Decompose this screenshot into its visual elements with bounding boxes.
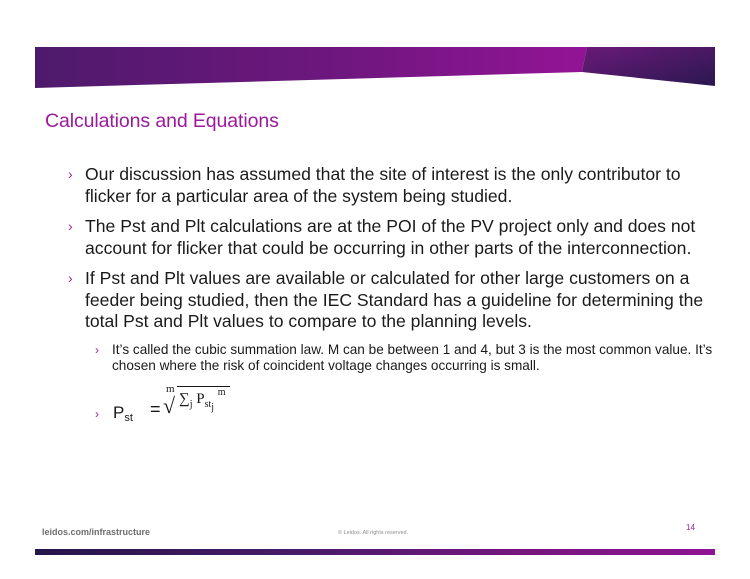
formula-radicand: $\sum_j$ $P_{st_j}$ $^m$ [177, 386, 230, 413]
formula-equals: = [150, 398, 161, 419]
bullet-text: If Pst and Plt values are available or calculated for other large customers on a feeder being studied, then the IEC Standard has a guideline for determining the total Pst and Plt values to compare to the planning levels. [85, 268, 704, 331]
bullet-text: It’s called the cubic summation law. M can be between 1 and 4, but 3 is the most common value. It’s chosen where the risk of coincident voltage changes occurring is small. [112, 341, 713, 373]
sub-bullet-item [95, 342, 718, 375]
bullet-item [68, 268, 718, 333]
bullet-text: The Pst and Plt calculations are at the POI of the PV project only and does not account for flicker that could be occurring in other parts of the interconnection. [85, 216, 696, 258]
bullet-text: Our discussion has assumed that the site of interest is the only contributor to flicker for a particular area of the system being studied. [85, 164, 681, 206]
slide-title: Calculations and Equations [45, 110, 279, 132]
bullet-item [68, 164, 718, 207]
chevron-right-icon: › [95, 406, 99, 421]
radical-icon: √ [163, 392, 176, 418]
footer-bar [35, 549, 715, 555]
chevron-right-icon: › [68, 270, 73, 286]
chevron-right-icon: › [95, 342, 99, 357]
footer-copyright: © Leidos. All rights reserved. [338, 530, 409, 536]
bullet-item [68, 216, 718, 259]
page-number: 14 [686, 523, 695, 532]
root-index: m [166, 382, 175, 395]
formula-lhs: $P_{st}$ [113, 402, 133, 424]
cubic-summation-formula [95, 382, 718, 429]
header-banner [0, 0, 750, 100]
chevron-right-icon: › [68, 166, 73, 182]
slide-body [68, 164, 718, 429]
chevron-right-icon: › [68, 218, 73, 234]
footer-url: leidos.com/infrastructure [42, 527, 151, 537]
